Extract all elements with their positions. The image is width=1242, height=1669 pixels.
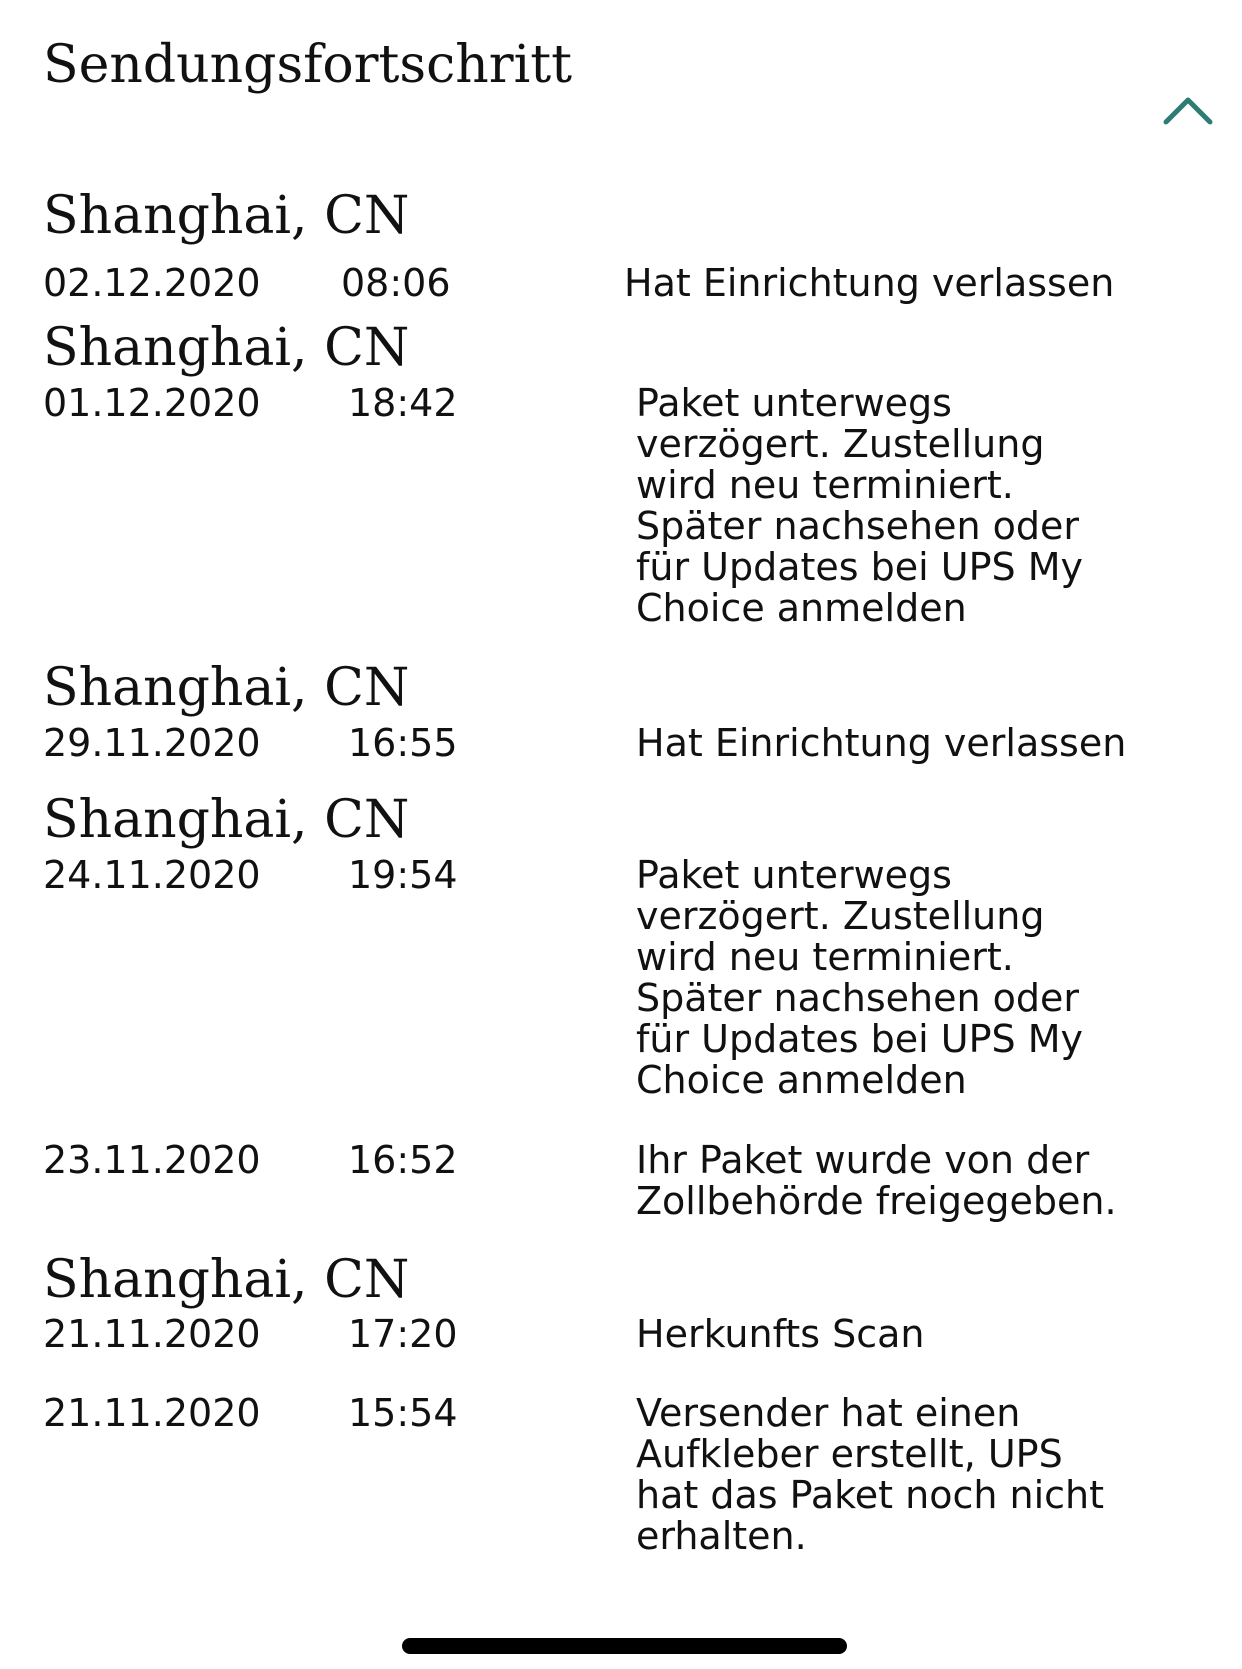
event-description: Herkunfts Scan [636, 1312, 925, 1356]
event-time: 16:52 [348, 1138, 458, 1182]
event-time: 18:42 [348, 381, 458, 425]
event-description: Versender hat einen Aufkleber erstellt, UPS hat das Paket noch nicht erhalten. [636, 1391, 1105, 1558]
event-date: 02.12.2020 [43, 261, 261, 305]
event-location: Shanghai, CN [43, 790, 410, 850]
event-date: 23.11.2020 [43, 1138, 261, 1182]
event-time: 16:55 [348, 721, 458, 765]
event-location: Shanghai, CN [43, 1250, 410, 1310]
event-description: Paket unterwegs verzögert. Zustellung wird neu terminiert. Später nachsehen oder für Updates bei UPS My Choice anmelden [636, 381, 1084, 630]
page-title: Sendungsfortschritt [43, 35, 573, 95]
event-date: 01.12.2020 [43, 381, 261, 425]
event-time: 19:54 [348, 853, 458, 897]
event-date: 24.11.2020 [43, 853, 261, 897]
event-time: 08:06 [341, 261, 451, 305]
event-location: Shanghai, CN [43, 658, 410, 718]
event-date: 21.11.2020 [43, 1312, 261, 1356]
event-description: Ihr Paket wurde von der Zollbehörde freigegeben. [636, 1138, 1117, 1223]
event-location: Shanghai, CN [43, 318, 410, 378]
event-description: Hat Einrichtung verlassen [624, 261, 1115, 305]
event-time: 17:20 [348, 1312, 458, 1356]
event-description: Paket unterwegs verzögert. Zustellung wird neu terminiert. Später nachsehen oder für Updates bei UPS My Choice anmelden [636, 853, 1084, 1102]
event-location: Shanghai, CN [43, 186, 410, 246]
home-indicator[interactable] [402, 1638, 847, 1654]
event-time: 15:54 [348, 1391, 458, 1435]
event-date: 21.11.2020 [43, 1391, 261, 1435]
event-description: Hat Einrichtung verlassen [636, 721, 1127, 765]
event-date: 29.11.2020 [43, 721, 261, 765]
